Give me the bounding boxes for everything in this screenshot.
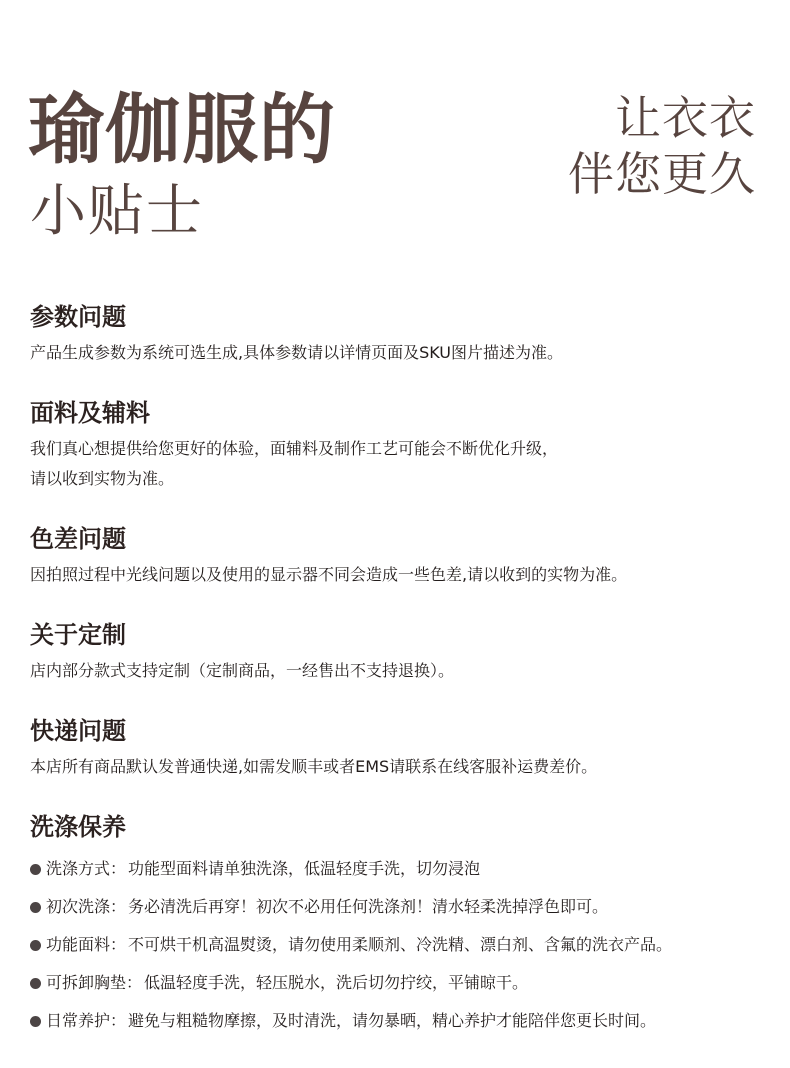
section-title-params: 参数问题 <box>30 303 126 331</box>
section-color <box>30 522 770 590</box>
care-item-3 <box>30 926 770 964</box>
section-text-shipping: 本店所有商品默认发普通快递,如需发顺丰或者EMS请联系在线客服补运费差价。 <box>30 757 598 776</box>
care-list <box>30 850 770 1040</box>
slogan-line-2: 伴您更久 <box>568 147 756 201</box>
section-title-fabrics: 面料及辅料 <box>30 399 150 427</box>
care-item-text: 功能型面料请单独洗涤，低温轻度手洗，切勿浸泡 <box>128 859 481 878</box>
section-text-color: 因拍照过程中光线问题以及使用的显示器不同会造成一些色差,请以收到的实物为准。 <box>30 565 628 584</box>
section-title-color: 色差问题 <box>30 525 126 553</box>
section-title-care: 洗涤保养 <box>30 813 126 841</box>
care-item-text: 避免与粗糙物摩擦，及时清洗，请勿暴晒，精心养护才能陪伴您更长时间。 <box>128 1011 657 1030</box>
section-text-params: 产品生成参数为系统可选生成,具体参数请以详情页面及SKU图片描述为准。 <box>30 343 564 362</box>
care-item-text: 低温轻度手洗，轻压脱水，洗后切勿拧绞，平铺晾干。 <box>144 973 529 992</box>
section-fabrics <box>30 396 770 494</box>
care-item-label: 初次洗涤： <box>46 897 127 916</box>
care-item-5 <box>30 1002 770 1040</box>
section-title-shipping: 快递问题 <box>30 717 126 745</box>
care-item-text: 务必清洗后再穿！初次不必用任何洗涤剂！清水轻柔洗掉浮色即可。 <box>128 897 609 916</box>
care-item-label: 日常养护： <box>46 1011 127 1030</box>
section-text-fabrics: 我们真心想提供给您更好的体验，面辅料及制作工艺可能会不断优化升级， 请以收到实物为准。 <box>30 439 559 488</box>
section-title-custom: 关于定制 <box>30 621 126 649</box>
title-sub: 小贴士 <box>30 179 204 244</box>
section-care <box>30 810 770 1040</box>
bullet-icon <box>30 1016 41 1027</box>
care-item-4 <box>30 964 770 1002</box>
section-custom <box>30 618 770 686</box>
slogan-line-1: 让衣衣 <box>615 91 756 145</box>
care-item-1 <box>30 850 770 888</box>
content <box>30 300 770 1068</box>
bullet-icon <box>30 864 41 875</box>
care-item-label: 功能面料： <box>46 935 127 954</box>
slogan <box>568 90 756 202</box>
care-item-label: 洗涤方式： <box>46 859 127 878</box>
care-item-2 <box>30 888 770 926</box>
bullet-icon <box>30 902 41 913</box>
section-params <box>30 300 770 368</box>
care-item-text: 不可烘干机高温熨烫，请勿使用柔顺剂、冷洗精、漂白剂、含氟的洗衣产品。 <box>128 935 673 954</box>
bullet-icon <box>30 940 41 951</box>
bullet-icon <box>30 978 41 989</box>
section-text-custom: 店内部分款式支持定制（定制商品，一经售出不支持退换）。 <box>30 661 455 680</box>
care-item-label: 可拆卸胸垫： <box>46 973 143 992</box>
section-shipping <box>30 714 770 782</box>
title-main: 瑜伽服的 <box>28 85 336 174</box>
